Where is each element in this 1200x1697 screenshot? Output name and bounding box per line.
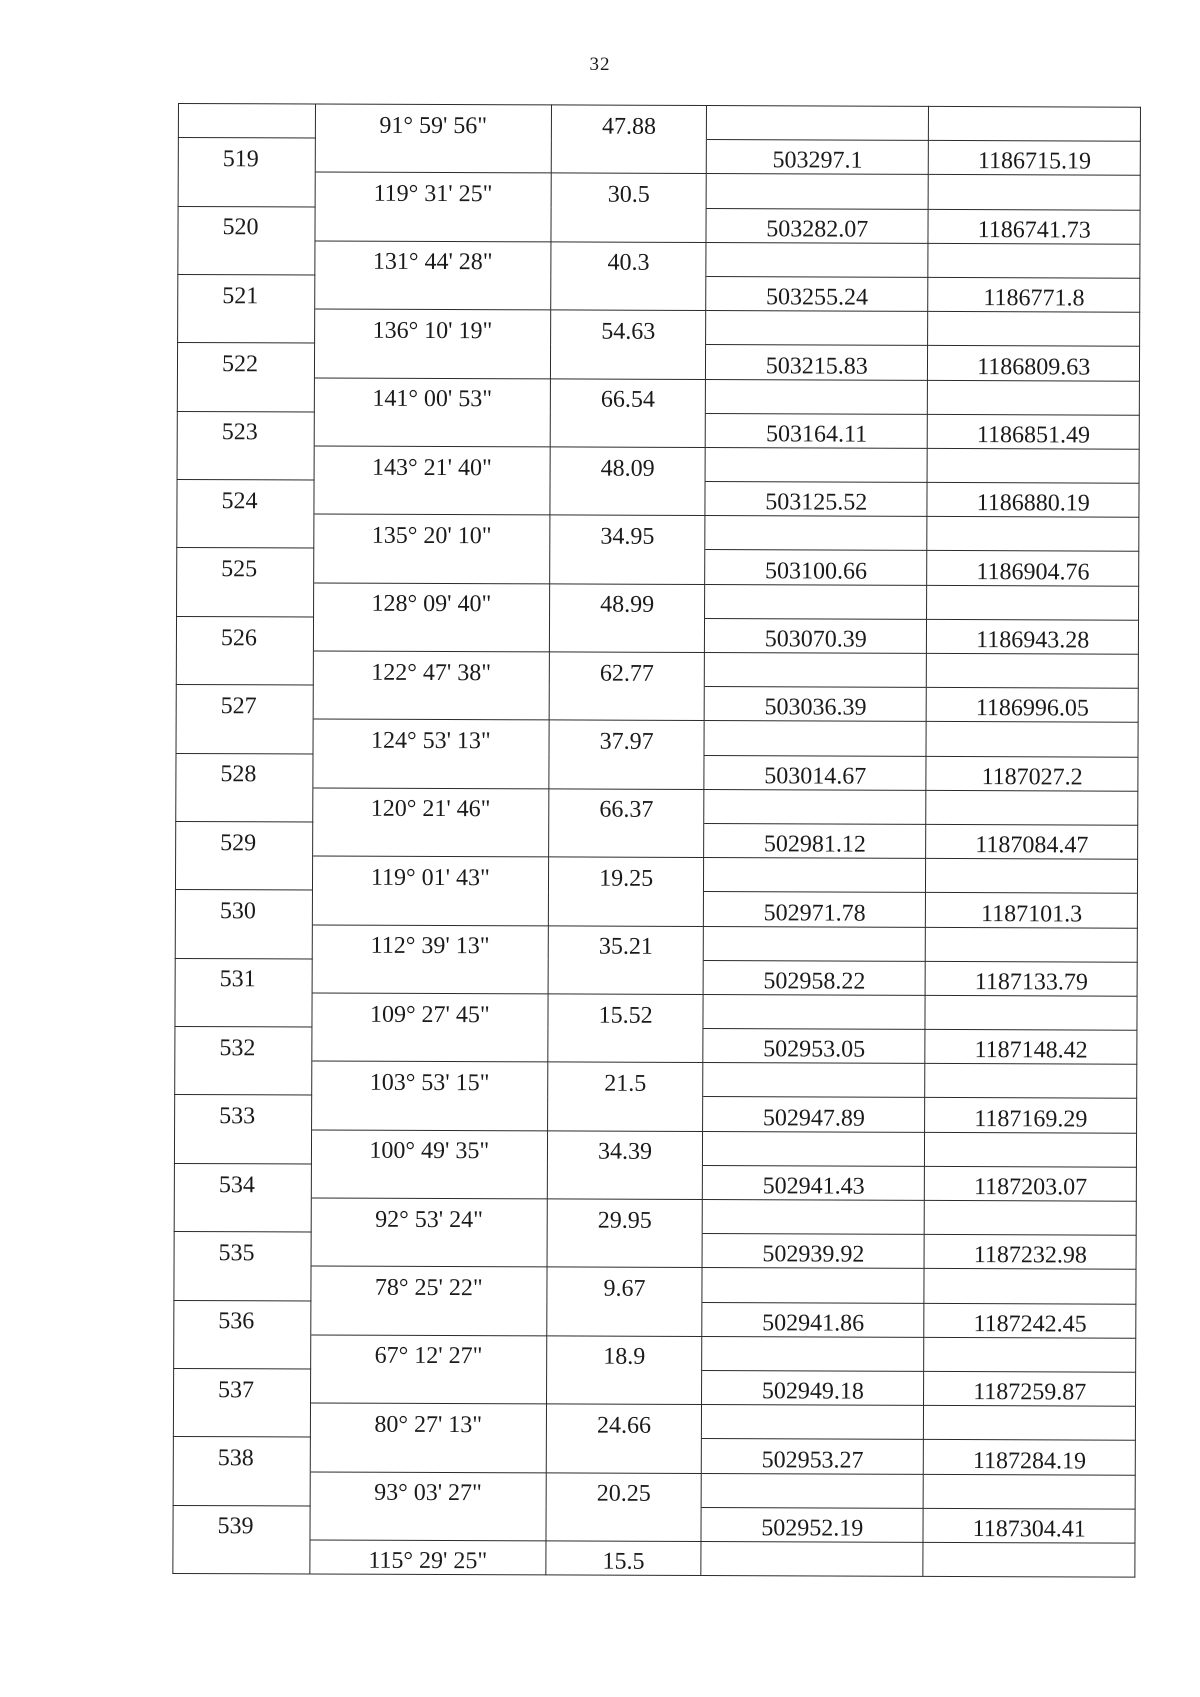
bearing-cell-empty: [311, 1027, 548, 1062]
table-row: [174, 1368, 1136, 1406]
table-row: [176, 821, 1138, 859]
northing-cell: 1186943.28: [927, 619, 1139, 654]
table-row: [174, 1266, 1136, 1304]
point-cell-empty: [177, 582, 314, 617]
table-row: [178, 206, 1140, 244]
distance-cell-empty: [547, 1370, 702, 1405]
easting-cell-empty: [705, 379, 927, 414]
table-row: [178, 240, 1140, 278]
distance-cell: 29.95: [547, 1199, 702, 1234]
point-id-cell: 528: [176, 753, 313, 788]
table-row: [175, 992, 1137, 1030]
point-cell-empty: [177, 377, 314, 412]
bearing-cell-empty: [312, 959, 549, 994]
northing-cell-empty: [928, 243, 1140, 278]
easting-cell: 502958.22: [703, 960, 925, 995]
northing-cell: 1187148.42: [925, 1029, 1137, 1064]
table-row: [175, 924, 1137, 962]
point-cell-empty: [173, 1539, 310, 1574]
point-id-cell: 523: [177, 411, 314, 446]
distance-cell: 18.9: [547, 1336, 702, 1371]
bearing-cell: 93° 03' 27": [310, 1472, 547, 1507]
table-row: [178, 138, 1140, 176]
table-row: [177, 514, 1139, 552]
easting-cell: 503164.11: [705, 413, 927, 448]
distance-cell-empty: [549, 618, 704, 653]
bearing-cell: 109° 27' 45": [312, 993, 549, 1028]
northing-cell-empty: [925, 1132, 1137, 1167]
easting-cell-empty: [706, 311, 928, 346]
point-id-cell: 530: [175, 890, 312, 925]
point-cell-empty: [178, 104, 315, 139]
bearing-cell-empty: [310, 1369, 547, 1404]
northing-cell-empty: [926, 927, 1138, 962]
bearing-cell: 128° 09' 40": [313, 583, 550, 618]
table-row: [175, 856, 1137, 894]
bearing-cell: 100° 49' 35": [311, 1130, 548, 1165]
table-row: [174, 1232, 1136, 1270]
point-id-cell: 524: [177, 480, 314, 515]
bearing-cell-empty: [314, 480, 551, 515]
distance-cell: 34.39: [547, 1131, 702, 1166]
point-cell-empty: [173, 1471, 310, 1506]
easting-cell-empty: [707, 106, 929, 141]
point-cell-empty: [174, 1266, 311, 1301]
northing-cell: 1186715.19: [929, 141, 1141, 176]
table-row: [177, 343, 1139, 381]
northing-cell: 1187084.47: [926, 824, 1138, 859]
distance-cell: 66.37: [549, 789, 704, 824]
distance-cell-empty: [548, 960, 703, 995]
distance-cell: 47.88: [551, 105, 706, 140]
distance-cell-empty: [549, 823, 704, 858]
easting-cell-empty: [702, 1405, 924, 1440]
northing-cell-empty: [928, 380, 1140, 415]
distance-cell-empty: [547, 1165, 702, 1200]
point-id-cell: 535: [174, 1232, 311, 1267]
table-row: [177, 411, 1139, 449]
distance-cell: 15.5: [546, 1541, 701, 1576]
easting-cell: 503255.24: [706, 276, 928, 311]
table-row: [174, 1163, 1136, 1201]
northing-cell: 1187259.87: [924, 1371, 1136, 1406]
distance-cell-empty: [551, 139, 706, 174]
easting-cell: 503100.66: [705, 550, 927, 585]
point-id-cell: 521: [178, 274, 315, 309]
point-cell-empty: [174, 1197, 311, 1232]
distance-cell: 37.97: [549, 720, 704, 755]
easting-cell-empty: [706, 242, 928, 277]
page-number: 32: [589, 54, 611, 75]
bearing-cell-empty: [314, 412, 551, 447]
distance-cell-empty: [550, 413, 705, 448]
northing-cell-empty: [926, 859, 1138, 894]
point-cell-empty: [177, 445, 314, 480]
easting-cell-empty: [705, 447, 927, 482]
distance-cell-empty: [546, 1438, 701, 1473]
easting-cell-empty: [702, 1336, 924, 1371]
table-row: [174, 1334, 1136, 1372]
northing-cell-empty: [924, 1474, 1136, 1509]
table-row: [173, 1471, 1135, 1509]
easting-cell: 502939.92: [702, 1234, 924, 1269]
bearing-cell: 115° 29' 25": [309, 1540, 546, 1575]
distance-cell: 19.25: [549, 857, 704, 892]
northing-cell-empty: [927, 585, 1139, 620]
distance-cell: 48.99: [550, 584, 705, 619]
bearing-cell: 141° 00' 53": [314, 378, 551, 413]
table-row: [178, 104, 1140, 142]
easting-cell: 502981.12: [704, 823, 926, 858]
table-row: [176, 650, 1138, 688]
northing-cell-empty: [924, 1405, 1136, 1440]
table-row: [178, 172, 1140, 210]
bearing-cell-empty: [311, 1095, 548, 1130]
easting-cell: 503070.39: [705, 618, 927, 653]
point-id-cell: 519: [178, 138, 315, 173]
distance-cell: 35.21: [548, 925, 703, 960]
bearing-cell-empty: [310, 1506, 547, 1541]
northing-cell-empty: [925, 995, 1137, 1030]
point-id-cell: 536: [174, 1300, 311, 1335]
easting-cell: 503014.67: [704, 755, 926, 790]
point-cell-empty: [175, 856, 312, 891]
distance-cell: 40.3: [551, 242, 706, 277]
distance-cell: 66.54: [550, 378, 705, 413]
bearing-cell-empty: [313, 548, 550, 583]
table-row: [174, 1197, 1136, 1235]
bearing-cell: 67° 12' 27": [310, 1335, 547, 1370]
point-id-cell: 537: [174, 1368, 311, 1403]
easting-cell: 503125.52: [705, 482, 927, 517]
easting-cell: 503297.1: [706, 140, 928, 175]
easting-cell: 502953.27: [701, 1439, 923, 1474]
distance-cell: 48.09: [550, 447, 705, 482]
distance-cell-empty: [549, 754, 704, 789]
northing-cell-empty: [926, 790, 1138, 825]
bearing-cell: 131° 44' 28": [314, 241, 551, 276]
point-id-cell: 529: [176, 821, 313, 856]
easting-cell: 502947.89: [703, 1097, 925, 1132]
northing-cell: 1187284.19: [924, 1440, 1136, 1475]
point-id-cell: 522: [177, 343, 314, 378]
point-id-cell: 533: [175, 1095, 312, 1130]
table-row: [176, 685, 1138, 723]
easting-cell: 503036.39: [704, 687, 926, 722]
distance-cell-empty: [551, 276, 706, 311]
point-cell-empty: [176, 787, 313, 822]
northing-cell: 1187133.79: [926, 961, 1138, 996]
distance-cell-empty: [551, 207, 706, 242]
bearing-cell: 119° 01' 43": [312, 856, 549, 891]
point-cell-empty: [175, 1061, 312, 1096]
northing-cell-empty: [923, 1542, 1135, 1577]
distance-cell: 30.5: [551, 173, 706, 208]
northing-cell: 1186904.76: [927, 551, 1139, 586]
table-row: [178, 309, 1140, 347]
point-id-cell: 538: [173, 1437, 310, 1472]
distance-cell-empty: [548, 1096, 703, 1131]
easting-cell-empty: [703, 926, 925, 961]
table-row: [174, 1300, 1136, 1338]
easting-cell: 502941.43: [702, 1165, 924, 1200]
distance-cell-empty: [547, 1233, 702, 1268]
point-cell-empty: [174, 1334, 311, 1369]
distance-cell-empty: [550, 549, 705, 584]
easting-cell: 502971.78: [703, 892, 925, 927]
northing-cell-empty: [924, 1337, 1136, 1372]
bearing-cell: 78° 25' 22": [311, 1266, 548, 1301]
easting-cell-empty: [703, 1131, 925, 1166]
northing-cell: 1187169.29: [925, 1098, 1137, 1133]
table-row: [176, 787, 1138, 825]
northing-cell: 1187232.98: [924, 1235, 1136, 1270]
bearing-cell: 136° 10' 19": [314, 309, 551, 344]
bearing-cell-empty: [312, 890, 549, 925]
point-id-cell: 527: [176, 685, 313, 720]
northing-cell-empty: [928, 448, 1140, 483]
table-row: [175, 1061, 1137, 1099]
distance-cell: 24.66: [546, 1404, 701, 1439]
table-row: [177, 548, 1139, 586]
bearing-cell: 92° 53' 24": [311, 1198, 548, 1233]
distance-cell-empty: [547, 1301, 702, 1336]
bearing-cell: 103° 53' 15": [311, 1061, 548, 1096]
table-row: [175, 958, 1137, 996]
distance-cell-empty: [546, 1507, 701, 1542]
northing-cell: 1186851.49: [928, 414, 1140, 449]
bearing-cell: 122° 47' 38": [313, 651, 550, 686]
bearing-cell-empty: [311, 1164, 548, 1199]
northing-cell: 1186996.05: [927, 688, 1139, 723]
bearing-cell-empty: [313, 754, 550, 789]
point-id-cell: 531: [175, 958, 312, 993]
distance-cell: 21.5: [548, 1062, 703, 1097]
point-cell-empty: [176, 719, 313, 754]
distance-cell-empty: [549, 686, 704, 721]
northing-cell: 1187203.07: [925, 1166, 1137, 1201]
bearing-cell-empty: [314, 343, 551, 378]
table-row: [175, 1095, 1137, 1133]
bearing-cell: 135° 20' 10": [313, 514, 550, 549]
point-cell-empty: [175, 992, 312, 1027]
table-row: [177, 582, 1139, 620]
table-body: [173, 104, 1141, 1578]
easting-cell-empty: [705, 584, 927, 619]
distance-cell: 15.52: [548, 994, 703, 1029]
easting-cell-empty: [706, 174, 928, 209]
northing-cell: 1186880.19: [927, 482, 1139, 517]
table-row: [173, 1539, 1135, 1577]
point-cell-empty: [173, 1403, 310, 1438]
easting-cell: 502949.18: [702, 1370, 924, 1405]
northing-cell: 1186741.73: [928, 209, 1140, 244]
northing-cell-empty: [927, 653, 1139, 688]
distance-cell-empty: [550, 481, 705, 516]
table-row: [174, 1129, 1136, 1167]
bearing-cell-empty: [312, 822, 549, 857]
point-id-cell: 539: [173, 1505, 310, 1540]
easting-cell-empty: [704, 789, 926, 824]
easting-cell-empty: [704, 858, 926, 893]
easting-cell-empty: [704, 653, 926, 688]
bearing-cell: 143° 21' 40": [314, 446, 551, 481]
northing-cell: 1186771.8: [928, 277, 1140, 312]
bearing-cell: 112° 39' 13": [312, 925, 549, 960]
bearing-cell-empty: [314, 275, 551, 310]
northing-cell: 1186809.63: [928, 346, 1140, 381]
point-id-cell: 525: [177, 548, 314, 583]
easting-cell-empty: [702, 1200, 924, 1235]
table-row: [177, 377, 1139, 415]
point-cell-empty: [175, 924, 312, 959]
bearing-cell-empty: [315, 138, 552, 173]
easting-cell: 503282.07: [706, 208, 928, 243]
point-cell-empty: [176, 650, 313, 685]
northing-cell-empty: [926, 722, 1138, 757]
table-row: [173, 1505, 1135, 1543]
point-cell-empty: [177, 514, 314, 549]
point-id-cell: 532: [175, 1027, 312, 1062]
easting-cell: 502952.19: [701, 1507, 923, 1542]
distance-cell: 62.77: [549, 652, 704, 687]
bearing-cell-empty: [310, 1437, 547, 1472]
table-row: [175, 1027, 1137, 1065]
bearing-cell-empty: [310, 1301, 547, 1336]
easting-cell-empty: [703, 994, 925, 1029]
bearing-cell: 124° 53' 13": [313, 719, 550, 754]
table-row: [176, 616, 1138, 654]
distance-cell: 34.95: [550, 515, 705, 550]
northing-cell-empty: [928, 312, 1140, 347]
distance-cell-empty: [551, 344, 706, 379]
northing-cell: 1187304.41: [923, 1508, 1135, 1543]
point-cell-empty: [178, 309, 315, 344]
easting-cell-empty: [701, 1541, 923, 1576]
table-row: [173, 1437, 1135, 1475]
easting-cell-empty: [705, 516, 927, 551]
northing-cell-empty: [924, 1269, 1136, 1304]
distance-cell: 54.63: [551, 310, 706, 345]
bearing-cell-empty: [313, 617, 550, 652]
bearing-cell: 80° 27' 13": [310, 1403, 547, 1438]
northing-cell-empty: [929, 106, 1141, 141]
northing-cell: 1187027.2: [926, 756, 1138, 791]
northing-cell: 1187101.3: [926, 893, 1138, 928]
distance-cell-empty: [548, 1028, 703, 1063]
northing-cell-empty: [929, 175, 1141, 210]
point-cell-empty: [178, 240, 315, 275]
distance-cell: 9.67: [547, 1267, 702, 1302]
distance-cell-empty: [548, 891, 703, 926]
northing-cell-empty: [927, 517, 1139, 552]
table-row: [176, 719, 1138, 757]
easting-cell-empty: [702, 1268, 924, 1303]
table-row: [178, 274, 1140, 312]
survey-coordinates-table: [172, 103, 1141, 1578]
bearing-cell: 91° 59' 56": [315, 104, 552, 139]
point-id-cell: 534: [174, 1163, 311, 1198]
easting-cell-empty: [703, 1063, 925, 1098]
easting-cell-empty: [704, 721, 926, 756]
easting-cell: 503215.83: [706, 345, 928, 380]
easting-cell: 502941.86: [702, 1302, 924, 1337]
northing-cell-empty: [925, 1200, 1137, 1235]
point-id-cell: 520: [178, 206, 315, 241]
easting-cell: 502953.05: [703, 1029, 925, 1064]
point-id-cell: 526: [176, 616, 313, 651]
bearing-cell-empty: [311, 1232, 548, 1267]
table-row: [176, 753, 1138, 791]
easting-cell-empty: [701, 1473, 923, 1508]
northing-cell-empty: [925, 1064, 1137, 1099]
table-row: [173, 1403, 1135, 1441]
point-cell-empty: [178, 172, 315, 207]
point-cell-empty: [174, 1129, 311, 1164]
northing-cell: 1187242.45: [924, 1303, 1136, 1338]
distance-cell: 20.25: [546, 1472, 701, 1507]
bearing-cell: 120° 21' 46": [312, 788, 549, 823]
table-row: [177, 445, 1139, 483]
table-row: [175, 890, 1137, 928]
table-row: [177, 480, 1139, 518]
bearing-cell-empty: [313, 685, 550, 720]
bearing-cell-empty: [315, 207, 552, 242]
bearing-cell: 119° 31' 25": [315, 172, 552, 207]
